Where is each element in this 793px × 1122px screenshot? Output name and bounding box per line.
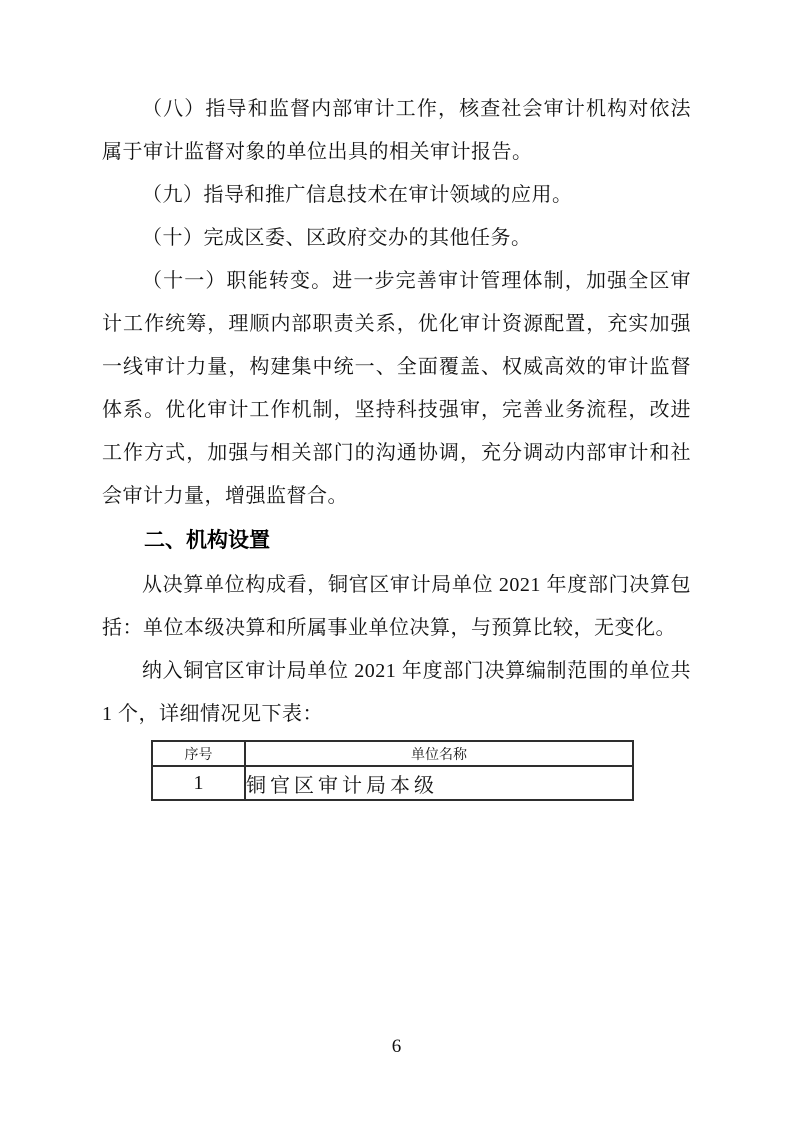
table-cell-index: 1 — [152, 766, 245, 800]
paragraph-duty-11: （十一）职能转变。进一步完善审计管理体制，加强全区审计工作统筹，理顺内部职责关系，优化审计资源配置，充实加强一线审计力量，构建集中统一、全面覆盖、权威高效的审计监督体系。优化审计工作机制，坚持科技强审，完善业务流程，改进工作方式，加强与相关部门的沟通协调，充分调动内部审计和社会审计力量，增强监督合。 — [102, 270, 691, 507]
table-cell-unit-name: 铜官区审计局本级 — [245, 766, 633, 800]
paragraph-unit-composition: 从决算单位构成看，铜官区审计局单位 2021 年度部门决算包括：单位本级决算和所属事业单位决算，与预算比较，无变化。 — [102, 574, 691, 639]
section-heading-organization-setup: 二、机构设置 — [144, 529, 270, 552]
table-header-unit-name: 单位名称 — [245, 741, 633, 766]
table-row — [152, 766, 633, 800]
paragraph-duty-9: （九）指导和推广信息技术在审计领域的应用。 — [142, 184, 573, 206]
table-header-row — [152, 741, 633, 766]
table-header-index: 序号 — [152, 741, 245, 766]
paragraph-unit-scope: 纳入铜官区审计局单位 2021 年度部门决算编制范围的单位共 1 个，详细情况见下表： — [102, 660, 691, 725]
document-body — [102, 88, 691, 801]
paragraph-duty-8: （八）指导和监督内部审计工作，核查社会审计机构对依法属于审计监督对象的单位出具的相关审计报告。 — [102, 98, 691, 163]
page-number: 6 — [391, 1036, 402, 1057]
paragraph-duty-10: （十）完成区委、区政府交办的其他任务。 — [142, 227, 532, 249]
unit-list-table — [151, 740, 634, 801]
